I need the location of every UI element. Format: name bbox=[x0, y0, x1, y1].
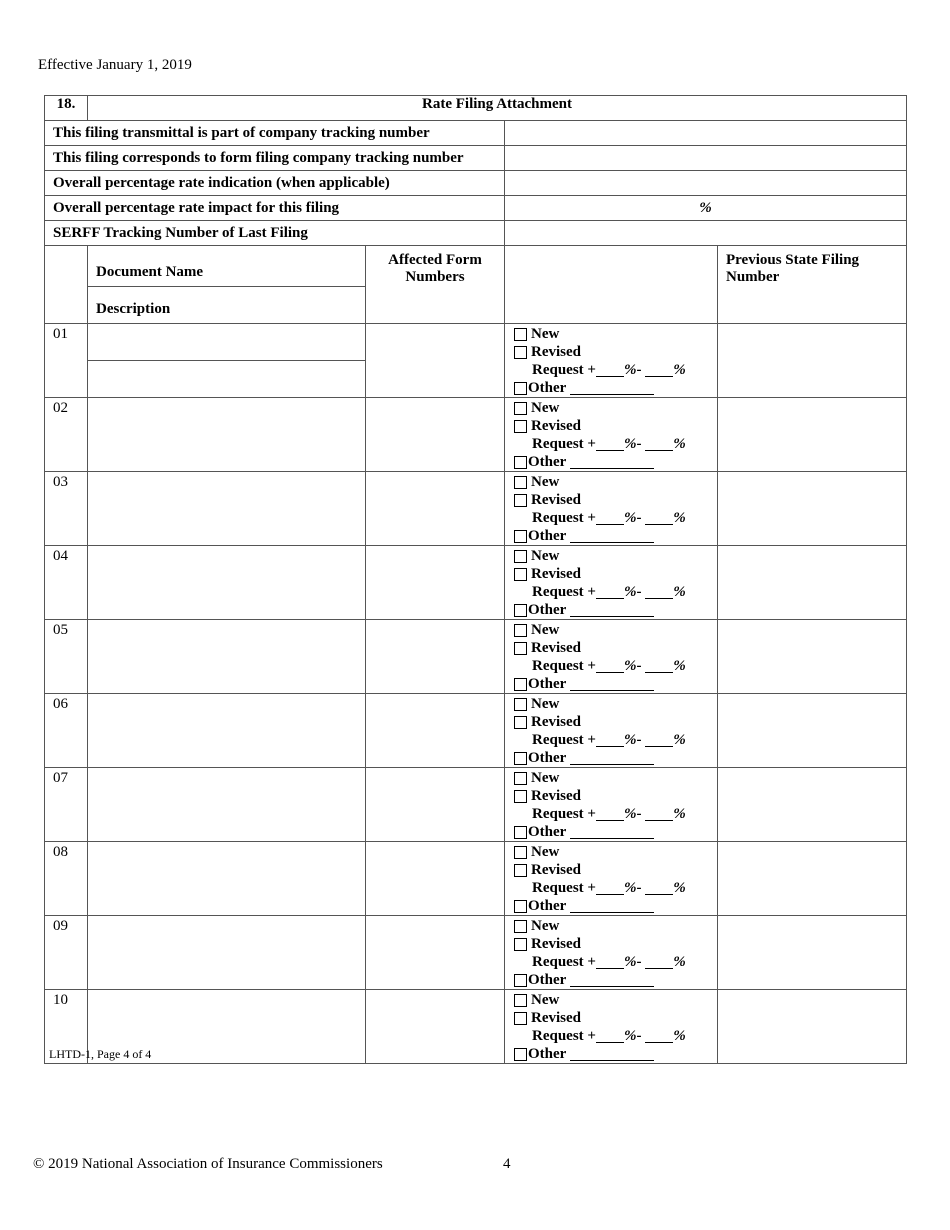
column-header-document bbox=[88, 246, 366, 324]
minus-label: - bbox=[636, 806, 642, 822]
request-label: Request + bbox=[532, 658, 596, 674]
other-checkbox[interactable] bbox=[514, 604, 527, 617]
percent-sign: % bbox=[673, 436, 686, 452]
revised-checkbox[interactable] bbox=[514, 346, 527, 359]
status-options-cell bbox=[505, 768, 718, 842]
info-value-form-filing-tracking[interactable] bbox=[505, 146, 907, 171]
percent-sign: % bbox=[623, 510, 637, 526]
new-label: New bbox=[531, 400, 560, 416]
new-label: New bbox=[531, 844, 560, 860]
percent-sign: % bbox=[623, 954, 637, 970]
info-value-serff-tracking[interactable] bbox=[505, 221, 907, 246]
affected-form-cell[interactable] bbox=[366, 768, 505, 842]
new-label: New bbox=[531, 548, 560, 564]
new-checkbox[interactable] bbox=[514, 402, 527, 415]
new-label: New bbox=[531, 918, 560, 934]
affected-form-cell[interactable] bbox=[366, 916, 505, 990]
other-checkbox[interactable] bbox=[514, 530, 527, 543]
increase-blank[interactable] bbox=[596, 1030, 624, 1043]
decrease-blank[interactable] bbox=[645, 1030, 673, 1043]
other-label: Other bbox=[528, 454, 567, 470]
increase-blank[interactable] bbox=[596, 734, 624, 747]
percent-sign: % bbox=[673, 510, 686, 526]
document-name-cell[interactable] bbox=[88, 324, 366, 398]
revised-label: Revised bbox=[531, 1010, 581, 1026]
increase-blank[interactable] bbox=[596, 956, 624, 969]
other-label: Other bbox=[528, 898, 567, 914]
document-name-cell[interactable] bbox=[88, 546, 366, 620]
percent-sign: % bbox=[673, 584, 686, 600]
new-checkbox[interactable] bbox=[514, 698, 527, 711]
minus-label: - bbox=[636, 1028, 642, 1044]
info-label-rate-impact: Overall percentage rate impact for this filing bbox=[45, 196, 505, 221]
minus-label: - bbox=[636, 510, 642, 526]
document-row bbox=[45, 620, 907, 694]
increase-blank[interactable] bbox=[596, 364, 624, 377]
document-name-cell[interactable] bbox=[88, 398, 366, 472]
other-blank[interactable] bbox=[570, 530, 654, 543]
new-label: New bbox=[531, 696, 560, 712]
document-row bbox=[45, 694, 907, 768]
document-row bbox=[45, 990, 907, 1064]
revised-label: Revised bbox=[531, 492, 581, 508]
other-label: Other bbox=[528, 380, 567, 396]
increase-blank[interactable] bbox=[596, 512, 624, 525]
document-row bbox=[45, 398, 907, 472]
request-label: Request + bbox=[532, 362, 596, 378]
percent-sign: % bbox=[623, 880, 637, 896]
new-checkbox[interactable] bbox=[514, 994, 527, 1007]
other-blank[interactable] bbox=[570, 456, 654, 469]
new-label: New bbox=[531, 326, 560, 342]
percent-sign: % bbox=[673, 1028, 686, 1044]
minus-label: - bbox=[636, 658, 642, 674]
previous-filing-cell[interactable] bbox=[718, 620, 907, 694]
request-label: Request + bbox=[532, 806, 596, 822]
other-checkbox[interactable] bbox=[514, 456, 527, 469]
info-label-rate-indication: Overall percentage rate indication (when applicable) bbox=[45, 171, 505, 196]
section-number: 18. bbox=[45, 96, 88, 121]
other-blank[interactable] bbox=[570, 974, 654, 987]
request-label: Request + bbox=[532, 954, 596, 970]
other-blank[interactable] bbox=[570, 382, 654, 395]
info-value-rate-impact[interactable]: % bbox=[505, 196, 907, 221]
revised-label: Revised bbox=[531, 862, 581, 878]
other-checkbox[interactable] bbox=[514, 1048, 527, 1061]
affected-form-cell[interactable] bbox=[366, 546, 505, 620]
percent-sign: % bbox=[623, 806, 637, 822]
percent-sign: % bbox=[623, 732, 637, 748]
decrease-blank[interactable] bbox=[645, 660, 673, 673]
request-label: Request + bbox=[532, 880, 596, 896]
affected-form-numbers-header: Affected Form Numbers bbox=[366, 246, 505, 324]
document-row bbox=[45, 842, 907, 916]
percent-sign: % bbox=[623, 584, 637, 600]
previous-state-filing-header: Previous State Filing Number bbox=[718, 246, 907, 324]
status-options-cell bbox=[505, 620, 718, 694]
document-row bbox=[45, 472, 907, 546]
row-number: 05 bbox=[45, 620, 88, 694]
percent-sign: % bbox=[623, 1028, 637, 1044]
revised-checkbox[interactable] bbox=[514, 716, 527, 729]
document-name-cell[interactable] bbox=[88, 472, 366, 546]
rate-filing-attachment-table bbox=[44, 95, 907, 1064]
increase-blank[interactable] bbox=[596, 660, 624, 673]
other-label: Other bbox=[528, 824, 567, 840]
previous-filing-cell[interactable] bbox=[718, 324, 907, 398]
revised-label: Revised bbox=[531, 418, 581, 434]
increase-blank[interactable] bbox=[596, 882, 624, 895]
revised-checkbox[interactable] bbox=[514, 420, 527, 433]
revised-label: Revised bbox=[531, 566, 581, 582]
row-number: 01 bbox=[45, 324, 88, 398]
minus-label: - bbox=[636, 584, 642, 600]
new-checkbox[interactable] bbox=[514, 624, 527, 637]
decrease-blank[interactable] bbox=[645, 364, 673, 377]
status-options-cell bbox=[505, 546, 718, 620]
effective-date: Effective January 1, 2019 bbox=[38, 57, 192, 73]
other-blank[interactable] bbox=[570, 900, 654, 913]
info-value-company-tracking[interactable] bbox=[505, 121, 907, 146]
affected-form-cell[interactable] bbox=[366, 842, 505, 916]
new-checkbox[interactable] bbox=[514, 846, 527, 859]
decrease-blank[interactable] bbox=[645, 734, 673, 747]
decrease-blank[interactable] bbox=[645, 956, 673, 969]
previous-filing-cell[interactable] bbox=[718, 768, 907, 842]
document-name-cell[interactable] bbox=[88, 842, 366, 916]
previous-filing-cell[interactable] bbox=[718, 842, 907, 916]
other-label: Other bbox=[528, 676, 567, 692]
decrease-blank[interactable] bbox=[645, 882, 673, 895]
form-id: LHTD-1, Page 4 of 4 bbox=[49, 1047, 152, 1061]
description-header: Description bbox=[96, 301, 171, 317]
other-checkbox[interactable] bbox=[514, 678, 527, 691]
row-number: 09 bbox=[45, 916, 88, 990]
increase-blank[interactable] bbox=[596, 438, 624, 451]
row-number: 04 bbox=[45, 546, 88, 620]
document-name-cell[interactable] bbox=[88, 768, 366, 842]
revised-checkbox[interactable] bbox=[514, 938, 527, 951]
decrease-blank[interactable] bbox=[645, 586, 673, 599]
previous-filing-cell[interactable] bbox=[718, 916, 907, 990]
minus-label: - bbox=[636, 362, 642, 378]
minus-label: - bbox=[636, 732, 642, 748]
affected-form-cell[interactable] bbox=[366, 324, 505, 398]
other-blank[interactable] bbox=[570, 1048, 654, 1061]
revised-label: Revised bbox=[531, 714, 581, 730]
other-blank[interactable] bbox=[570, 678, 654, 691]
other-label: Other bbox=[528, 1046, 567, 1062]
other-checkbox[interactable] bbox=[514, 826, 527, 839]
other-checkbox[interactable] bbox=[514, 974, 527, 987]
status-options-cell bbox=[505, 694, 718, 768]
new-checkbox[interactable] bbox=[514, 772, 527, 785]
other-blank[interactable] bbox=[570, 826, 654, 839]
affected-form-cell[interactable] bbox=[366, 620, 505, 694]
section-title: Rate Filing Attachment bbox=[88, 96, 907, 121]
affected-form-cell[interactable] bbox=[366, 990, 505, 1064]
status-options-cell bbox=[505, 398, 718, 472]
other-checkbox[interactable] bbox=[514, 900, 527, 913]
other-checkbox[interactable] bbox=[514, 382, 527, 395]
row-number: 10 bbox=[45, 990, 88, 1064]
percent-sign: % bbox=[673, 362, 686, 378]
row-divider bbox=[88, 360, 365, 361]
minus-label: - bbox=[636, 436, 642, 452]
revised-checkbox[interactable] bbox=[514, 494, 527, 507]
other-blank[interactable] bbox=[570, 604, 654, 617]
new-checkbox[interactable] bbox=[514, 328, 527, 341]
decrease-blank[interactable] bbox=[645, 808, 673, 821]
other-checkbox[interactable] bbox=[514, 752, 527, 765]
copyright: © 2019 National Association of Insurance Commissioners bbox=[33, 1156, 383, 1172]
revised-label: Revised bbox=[531, 936, 581, 952]
request-label: Request + bbox=[532, 510, 596, 526]
row-number: 06 bbox=[45, 694, 88, 768]
request-label: Request + bbox=[532, 584, 596, 600]
minus-label: - bbox=[636, 954, 642, 970]
minus-label: - bbox=[636, 880, 642, 896]
new-checkbox[interactable] bbox=[514, 550, 527, 563]
affected-form-cell[interactable] bbox=[366, 398, 505, 472]
percent-sign: % bbox=[673, 954, 686, 970]
percent-sign: % bbox=[673, 732, 686, 748]
row-number: 03 bbox=[45, 472, 88, 546]
status-options-cell bbox=[505, 916, 718, 990]
column-header-status bbox=[505, 246, 718, 324]
column-header-number bbox=[45, 246, 88, 324]
info-value-rate-indication[interactable] bbox=[505, 171, 907, 196]
document-name-header: Document Name bbox=[96, 264, 204, 280]
request-label: Request + bbox=[532, 732, 596, 748]
decrease-blank[interactable] bbox=[645, 438, 673, 451]
document-name-cell[interactable] bbox=[88, 620, 366, 694]
document-row bbox=[45, 768, 907, 842]
revised-checkbox[interactable] bbox=[514, 1012, 527, 1025]
affected-form-cell[interactable] bbox=[366, 694, 505, 768]
request-label: Request + bbox=[532, 436, 596, 452]
previous-filing-cell[interactable] bbox=[718, 398, 907, 472]
percent-sign: % bbox=[673, 880, 686, 896]
new-label: New bbox=[531, 992, 560, 1008]
other-label: Other bbox=[528, 972, 567, 988]
row-number: 02 bbox=[45, 398, 88, 472]
request-label: Request + bbox=[532, 1028, 596, 1044]
revised-checkbox[interactable] bbox=[514, 642, 527, 655]
document-row bbox=[45, 324, 907, 398]
info-label-company-tracking: This filing transmittal is part of company tracking number bbox=[45, 121, 505, 146]
revised-label: Revised bbox=[531, 344, 581, 360]
revised-checkbox[interactable] bbox=[514, 790, 527, 803]
row-number: 07 bbox=[45, 768, 88, 842]
status-options-cell bbox=[505, 324, 718, 398]
other-blank[interactable] bbox=[570, 752, 654, 765]
increase-blank[interactable] bbox=[596, 808, 624, 821]
affected-form-cell[interactable] bbox=[366, 472, 505, 546]
percent-sign: % bbox=[623, 362, 637, 378]
previous-filing-cell[interactable] bbox=[718, 546, 907, 620]
new-label: New bbox=[531, 622, 560, 638]
revised-checkbox[interactable] bbox=[514, 568, 527, 581]
other-label: Other bbox=[528, 750, 567, 766]
document-name-cell[interactable] bbox=[88, 694, 366, 768]
document-name-cell[interactable] bbox=[88, 916, 366, 990]
new-label: New bbox=[531, 770, 560, 786]
status-options-cell bbox=[505, 472, 718, 546]
document-row bbox=[45, 916, 907, 990]
percent-sign: % bbox=[623, 436, 637, 452]
other-label: Other bbox=[528, 602, 567, 618]
percent-sign: % bbox=[673, 658, 686, 674]
header-divider bbox=[88, 286, 365, 287]
new-checkbox[interactable] bbox=[514, 920, 527, 933]
previous-filing-cell[interactable] bbox=[718, 472, 907, 546]
revised-checkbox[interactable] bbox=[514, 864, 527, 877]
percent-sign: % bbox=[673, 806, 686, 822]
row-number: 08 bbox=[45, 842, 88, 916]
revised-label: Revised bbox=[531, 640, 581, 656]
increase-blank[interactable] bbox=[596, 586, 624, 599]
new-label: New bbox=[531, 474, 560, 490]
decrease-blank[interactable] bbox=[645, 512, 673, 525]
page-number: 4 bbox=[503, 1156, 511, 1172]
other-label: Other bbox=[528, 528, 567, 544]
previous-filing-cell[interactable] bbox=[718, 990, 907, 1064]
info-label-serff-tracking: SERFF Tracking Number of Last Filing bbox=[45, 221, 505, 246]
info-label-form-filing-tracking: This filing corresponds to form filing company tracking number bbox=[45, 146, 505, 171]
revised-label: Revised bbox=[531, 788, 581, 804]
previous-filing-cell[interactable] bbox=[718, 694, 907, 768]
percent-sign: % bbox=[623, 658, 637, 674]
document-row bbox=[45, 546, 907, 620]
new-checkbox[interactable] bbox=[514, 476, 527, 489]
status-options-cell bbox=[505, 990, 718, 1064]
status-options-cell bbox=[505, 842, 718, 916]
